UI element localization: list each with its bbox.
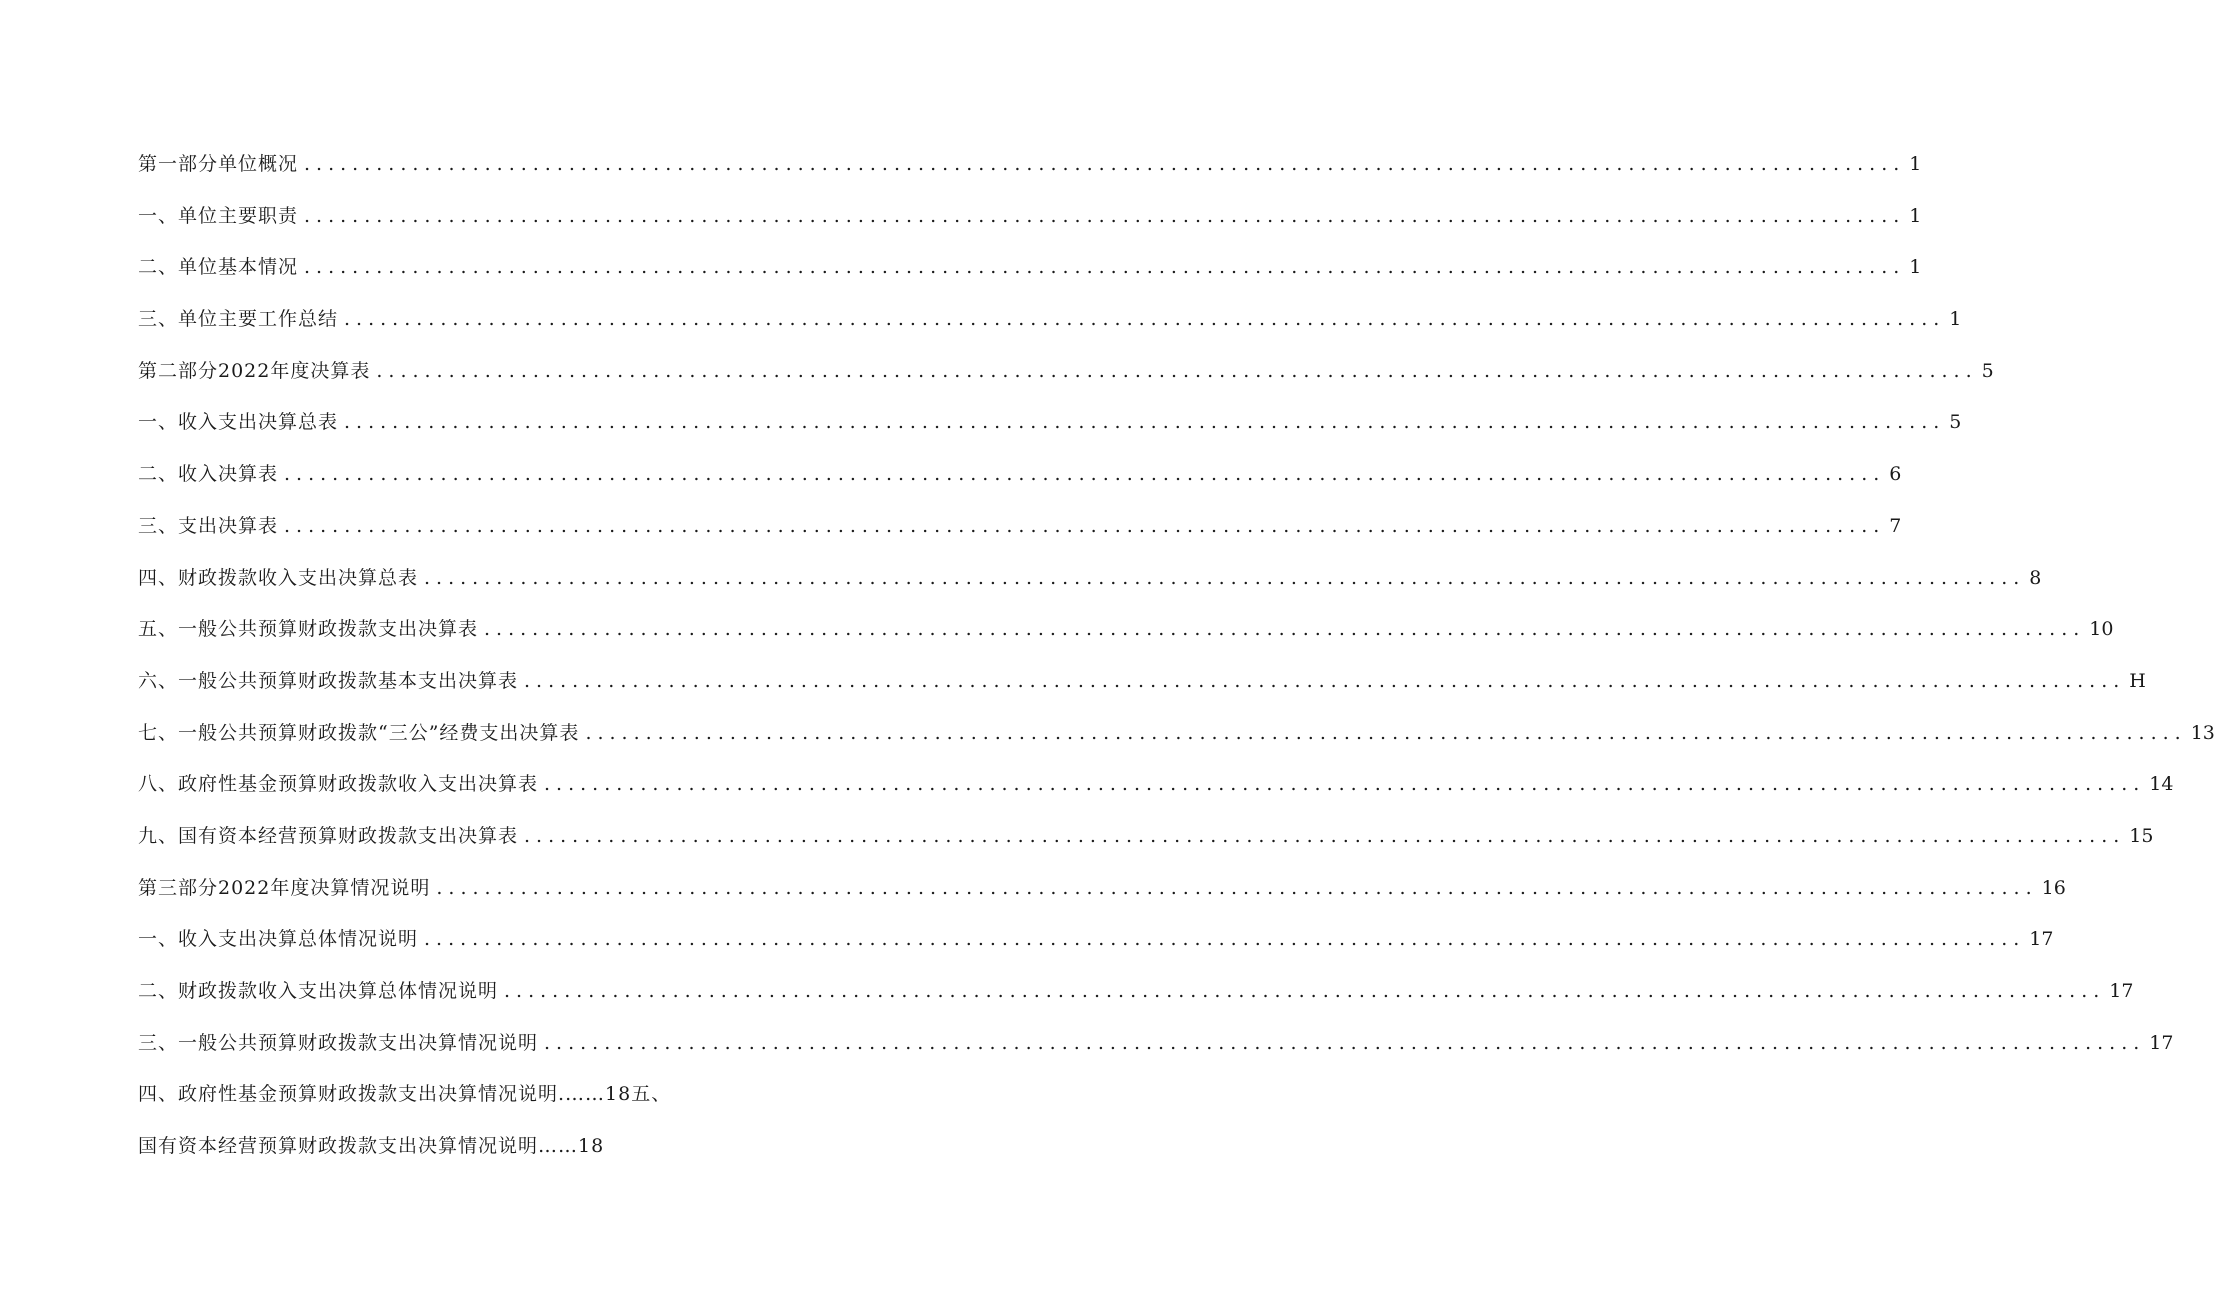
toc-page-number: 5 bbox=[1949, 411, 1962, 434]
toc-entry-title: 五、一般公共预算财政拨款支出决算表 bbox=[138, 618, 479, 641]
toc-entry-title: 七、一般公共预算财政拨款“三公”经费支出决算表 bbox=[138, 721, 580, 744]
toc-entry-title: 一、收入支出决算总体情况说明 bbox=[138, 928, 419, 951]
toc-entry-title: 一、收入支出决算总表 bbox=[138, 411, 339, 434]
toc-page-number: 6 bbox=[1889, 463, 1902, 486]
toc-leader-dots: ..................................................................................................................................... bbox=[284, 514, 1886, 537]
toc-entry[interactable] bbox=[138, 764, 2174, 816]
toc-leader-dots: ..................................................................................................................................... bbox=[424, 928, 2026, 951]
toc-page-number: 15 bbox=[2129, 824, 2154, 847]
toc-page-number: 1 bbox=[1909, 256, 1922, 279]
toc-leader-dots: ..................................................................................................................................... bbox=[585, 721, 2187, 744]
toc-entry-title: 二、收入决算表 bbox=[138, 463, 279, 486]
toc-leader-dots: ..................................................................................................................................... bbox=[304, 153, 1906, 175]
toc-entry-title: 六、一般公共预算财政拨款基本支出决算表 bbox=[138, 669, 519, 692]
toc-entry-title: 第二部分2022年度决算表 bbox=[138, 359, 371, 382]
toc-leader-dots: ..................................................................................................................................... bbox=[376, 359, 1978, 382]
toc-entry-title: 第一部分单位概况 bbox=[138, 153, 299, 175]
toc-leader-dots: ..................................................................................................................................... bbox=[344, 308, 1946, 331]
toc-entry[interactable] bbox=[138, 454, 1902, 506]
toc-entry-part-2[interactable] bbox=[138, 351, 1994, 403]
toc-entry[interactable] bbox=[138, 661, 2146, 713]
toc-trailing-line[interactable]: 国有资本经营预算财政拨款支出决算情况说明……18 bbox=[138, 1135, 605, 1158]
toc-entry-title: 三、支出决算表 bbox=[138, 514, 279, 537]
toc-leader-dots: ..................................................................................................................................... bbox=[304, 256, 1906, 279]
toc-page-number: 1 bbox=[1909, 204, 1922, 227]
toc-entry[interactable] bbox=[138, 971, 2134, 1023]
toc-entry[interactable] bbox=[138, 247, 1922, 299]
toc-entry[interactable] bbox=[138, 558, 2042, 610]
toc-entry[interactable] bbox=[138, 506, 1902, 558]
toc-leader-dots: ..................................................................................................................................... bbox=[304, 204, 1906, 227]
toc-entry[interactable] bbox=[138, 816, 2154, 868]
toc-leader-dots: ..................................................................................................................................... bbox=[544, 1031, 2146, 1054]
toc-entry-title: 九、国有资本经营预算财政拨款支出决算表 bbox=[138, 824, 519, 847]
toc-entry-title: 一、单位主要职责 bbox=[138, 204, 299, 227]
toc-leader-dots: ..................................................................................................................................... bbox=[524, 669, 2126, 692]
toc-leader-dots: ..................................................................................................................................... bbox=[524, 824, 2126, 847]
toc-page-number: 14 bbox=[2149, 773, 2174, 796]
toc-leader-dots: ..................................................................................................................................... bbox=[284, 463, 1886, 486]
table-of-contents bbox=[138, 144, 2215, 1178]
toc-page-number: 17 bbox=[2029, 928, 2054, 951]
toc-page-number: 17 bbox=[2109, 980, 2134, 1002]
toc-trailing-line[interactable]: 四、政府性基金预算财政拨款支出决算情况说明.……18五、 bbox=[138, 1083, 672, 1106]
toc-leader-dots: ..................................................................................................................................... bbox=[544, 773, 2146, 796]
toc-page-number: 13 bbox=[2190, 721, 2215, 744]
toc-entry-part-3[interactable] bbox=[138, 868, 2066, 920]
toc-page-number: 5 bbox=[1981, 359, 1994, 382]
toc-entry[interactable] bbox=[138, 609, 2114, 661]
toc-page-number: H bbox=[2129, 669, 2146, 692]
toc-entry-title: 八、政府性基金预算财政拨款收入支出决算表 bbox=[138, 773, 539, 796]
toc-page-number: 10 bbox=[2089, 618, 2114, 641]
toc-entry-title: 四、财政拨款收入支出决算总表 bbox=[138, 566, 419, 589]
toc-leader-dots: ..................................................................................................................................... bbox=[436, 876, 2038, 899]
toc-entry[interactable] bbox=[138, 196, 1922, 248]
toc-entry-title: 三、一般公共预算财政拨款支出决算情况说明 bbox=[138, 1031, 539, 1054]
toc-entry[interactable] bbox=[138, 919, 2054, 971]
toc-leader-dots: ..................................................................................................................................... bbox=[484, 618, 2086, 641]
toc-entry[interactable] bbox=[138, 713, 2215, 765]
toc-page-number: 16 bbox=[2041, 876, 2066, 899]
toc-leader-dots: ..................................................................................................................................... bbox=[344, 411, 1946, 434]
toc-entry-part-1[interactable] bbox=[138, 144, 1922, 196]
toc-page-number: 7 bbox=[1889, 514, 1902, 537]
toc-page-number: 8 bbox=[2029, 566, 2042, 589]
toc-page-number: 1 bbox=[1909, 153, 1922, 175]
toc-entry[interactable] bbox=[138, 402, 1962, 454]
toc-entry-title: 二、单位基本情况 bbox=[138, 256, 299, 279]
toc-entry[interactable] bbox=[138, 1023, 2174, 1075]
toc-page-number: 17 bbox=[2149, 1031, 2174, 1054]
toc-entry-title: 三、单位主要工作总结 bbox=[138, 308, 339, 331]
toc-entry[interactable] bbox=[138, 299, 1962, 351]
toc-entry-title: 第三部分2022年度决算情况说明 bbox=[138, 876, 431, 899]
toc-leader-dots: ..................................................................................................................................... bbox=[504, 980, 2106, 1002]
toc-entry-title: 二、财政拨款收入支出决算总体情况说明 bbox=[138, 980, 499, 1002]
toc-leader-dots: ..................................................................................................................................... bbox=[424, 566, 2026, 589]
toc-page-number: 1 bbox=[1949, 308, 1962, 331]
